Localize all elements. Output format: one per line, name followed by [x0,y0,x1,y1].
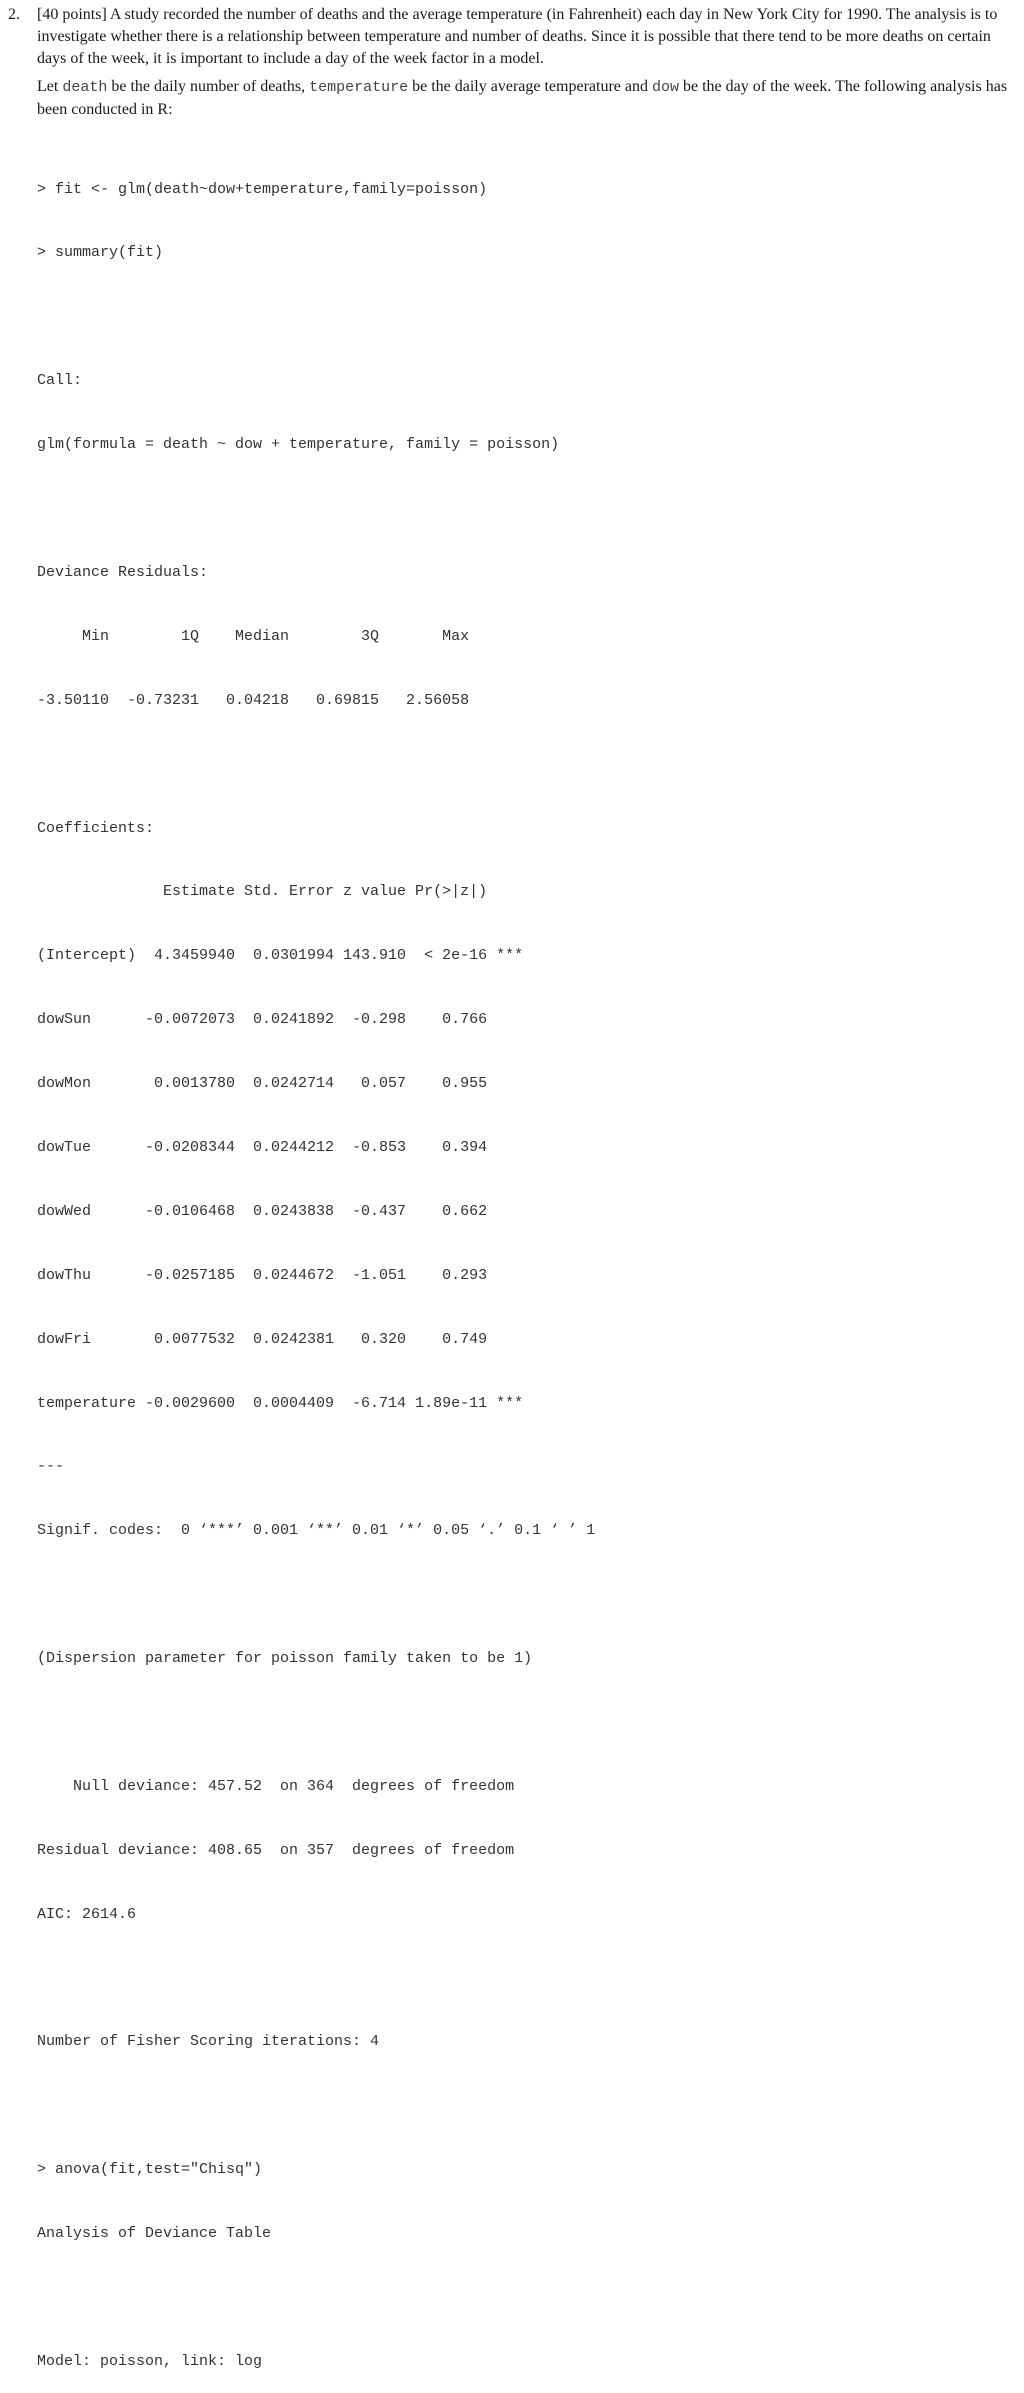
question-body [37,4,1014,121]
signif-codes: Signif. codes: 0 ‘***’ 0.001 ‘**’ 0.01 ‘*’ 0.05 ‘.’ 0.1 ‘ ’ 1 [37,1522,596,1540]
blank-line [37,754,595,775]
coef-row-dowmon: dowMon 0.0013780 0.0242714 0.057 0.955 [37,1075,488,1093]
separator-line: --- [37,1458,65,1476]
anova-title: Analysis of Deviance Table [37,2225,272,2243]
question-paragraph-1: [40 points] A study recorded the number of deaths and the average temperature (in Fahrenheit) each day in New York City for 1990. The analysis is to investigate whether there is a relationship between temperature and number of deaths. Since it is possible that there tend to be more deaths on certain days of the week, it is important to include a day of the week factor in a model. [37,6,998,67]
model-line: Model: poisson, link: log [37,2352,263,2370]
command-summary: > summary(fit) [37,244,164,262]
fisher-iterations: Number of Fisher Scoring iterations: 4 [37,2033,380,2051]
coef-row-temperature: temperature -0.0029600 0.0004409 -6.714 1.89e-11 *** [37,1394,524,1412]
p2-c: be the day of the week. The following analysis has been conducted in R: [37,78,1008,118]
coef-row-dowtue: dowTue -0.0208344 0.0244212 -0.853 0.394 [37,1138,488,1156]
var-death: death [62,79,108,96]
deviance-values: -3.50110 -0.73231 0.04218 0.69815 2.56058 [37,691,470,709]
blank-line [37,306,595,327]
blank-line [37,2095,595,2116]
p2-a: be the daily number of deaths, [107,78,310,95]
aic-line: AIC: 2614.6 [37,1905,137,1923]
blank-line [37,1712,595,1733]
call-line: glm(formula = death ~ dow + temperature, family = poisson) [37,436,560,454]
r-console-output [37,136,595,2393]
coef-row-intercept: (Intercept) 4.3459940 0.0301994 143.910 < 2e-16 *** [37,947,524,965]
blank-line [37,1584,595,1605]
blank-line [37,2287,595,2308]
deviance-labels: Min 1Q Median 3Q Max [37,627,470,645]
blank-line [37,1968,595,1989]
coefficients-columns: Estimate Std. Error z value Pr(>|z|) [37,883,488,901]
residual-deviance: Residual deviance: 408.65 on 357 degrees of freedom [37,1841,515,1859]
var-temperature: temperature [309,79,409,96]
coef-row-dowfri: dowFri 0.0077532 0.0242381 0.320 0.749 [37,1330,488,1348]
question-block [8,4,1014,121]
deviance-header: Deviance Residuals: [37,563,209,581]
dispersion-line: (Dispersion parameter for poisson family taken to be 1) [37,1650,533,1668]
question-paragraph-2 [37,76,1014,121]
p2-let: Let [37,78,63,95]
command-anova: > anova(fit,test="Chisq") [37,2161,263,2179]
p2-b: be the daily average temperature and [408,78,652,95]
command-fit: > fit <- glm(death~dow+temperature,family=poisson) [37,180,488,198]
coef-row-dowwed: dowWed -0.0106468 0.0243838 -0.437 0.662 [37,1202,488,1220]
question-number: 2. [8,6,20,23]
coef-row-dowthu: dowThu -0.0257185 0.0244672 -1.051 0.293 [37,1266,488,1284]
blank-line [37,498,595,519]
null-deviance: Null deviance: 457.52 on 364 degrees of freedom [37,1777,515,1795]
call-header: Call: [37,372,83,390]
var-dow: dow [651,79,679,96]
coefficients-header: Coefficients: [37,819,155,837]
coef-row-dowsun: dowSun -0.0072073 0.0241892 -0.298 0.766 [37,1011,488,1029]
